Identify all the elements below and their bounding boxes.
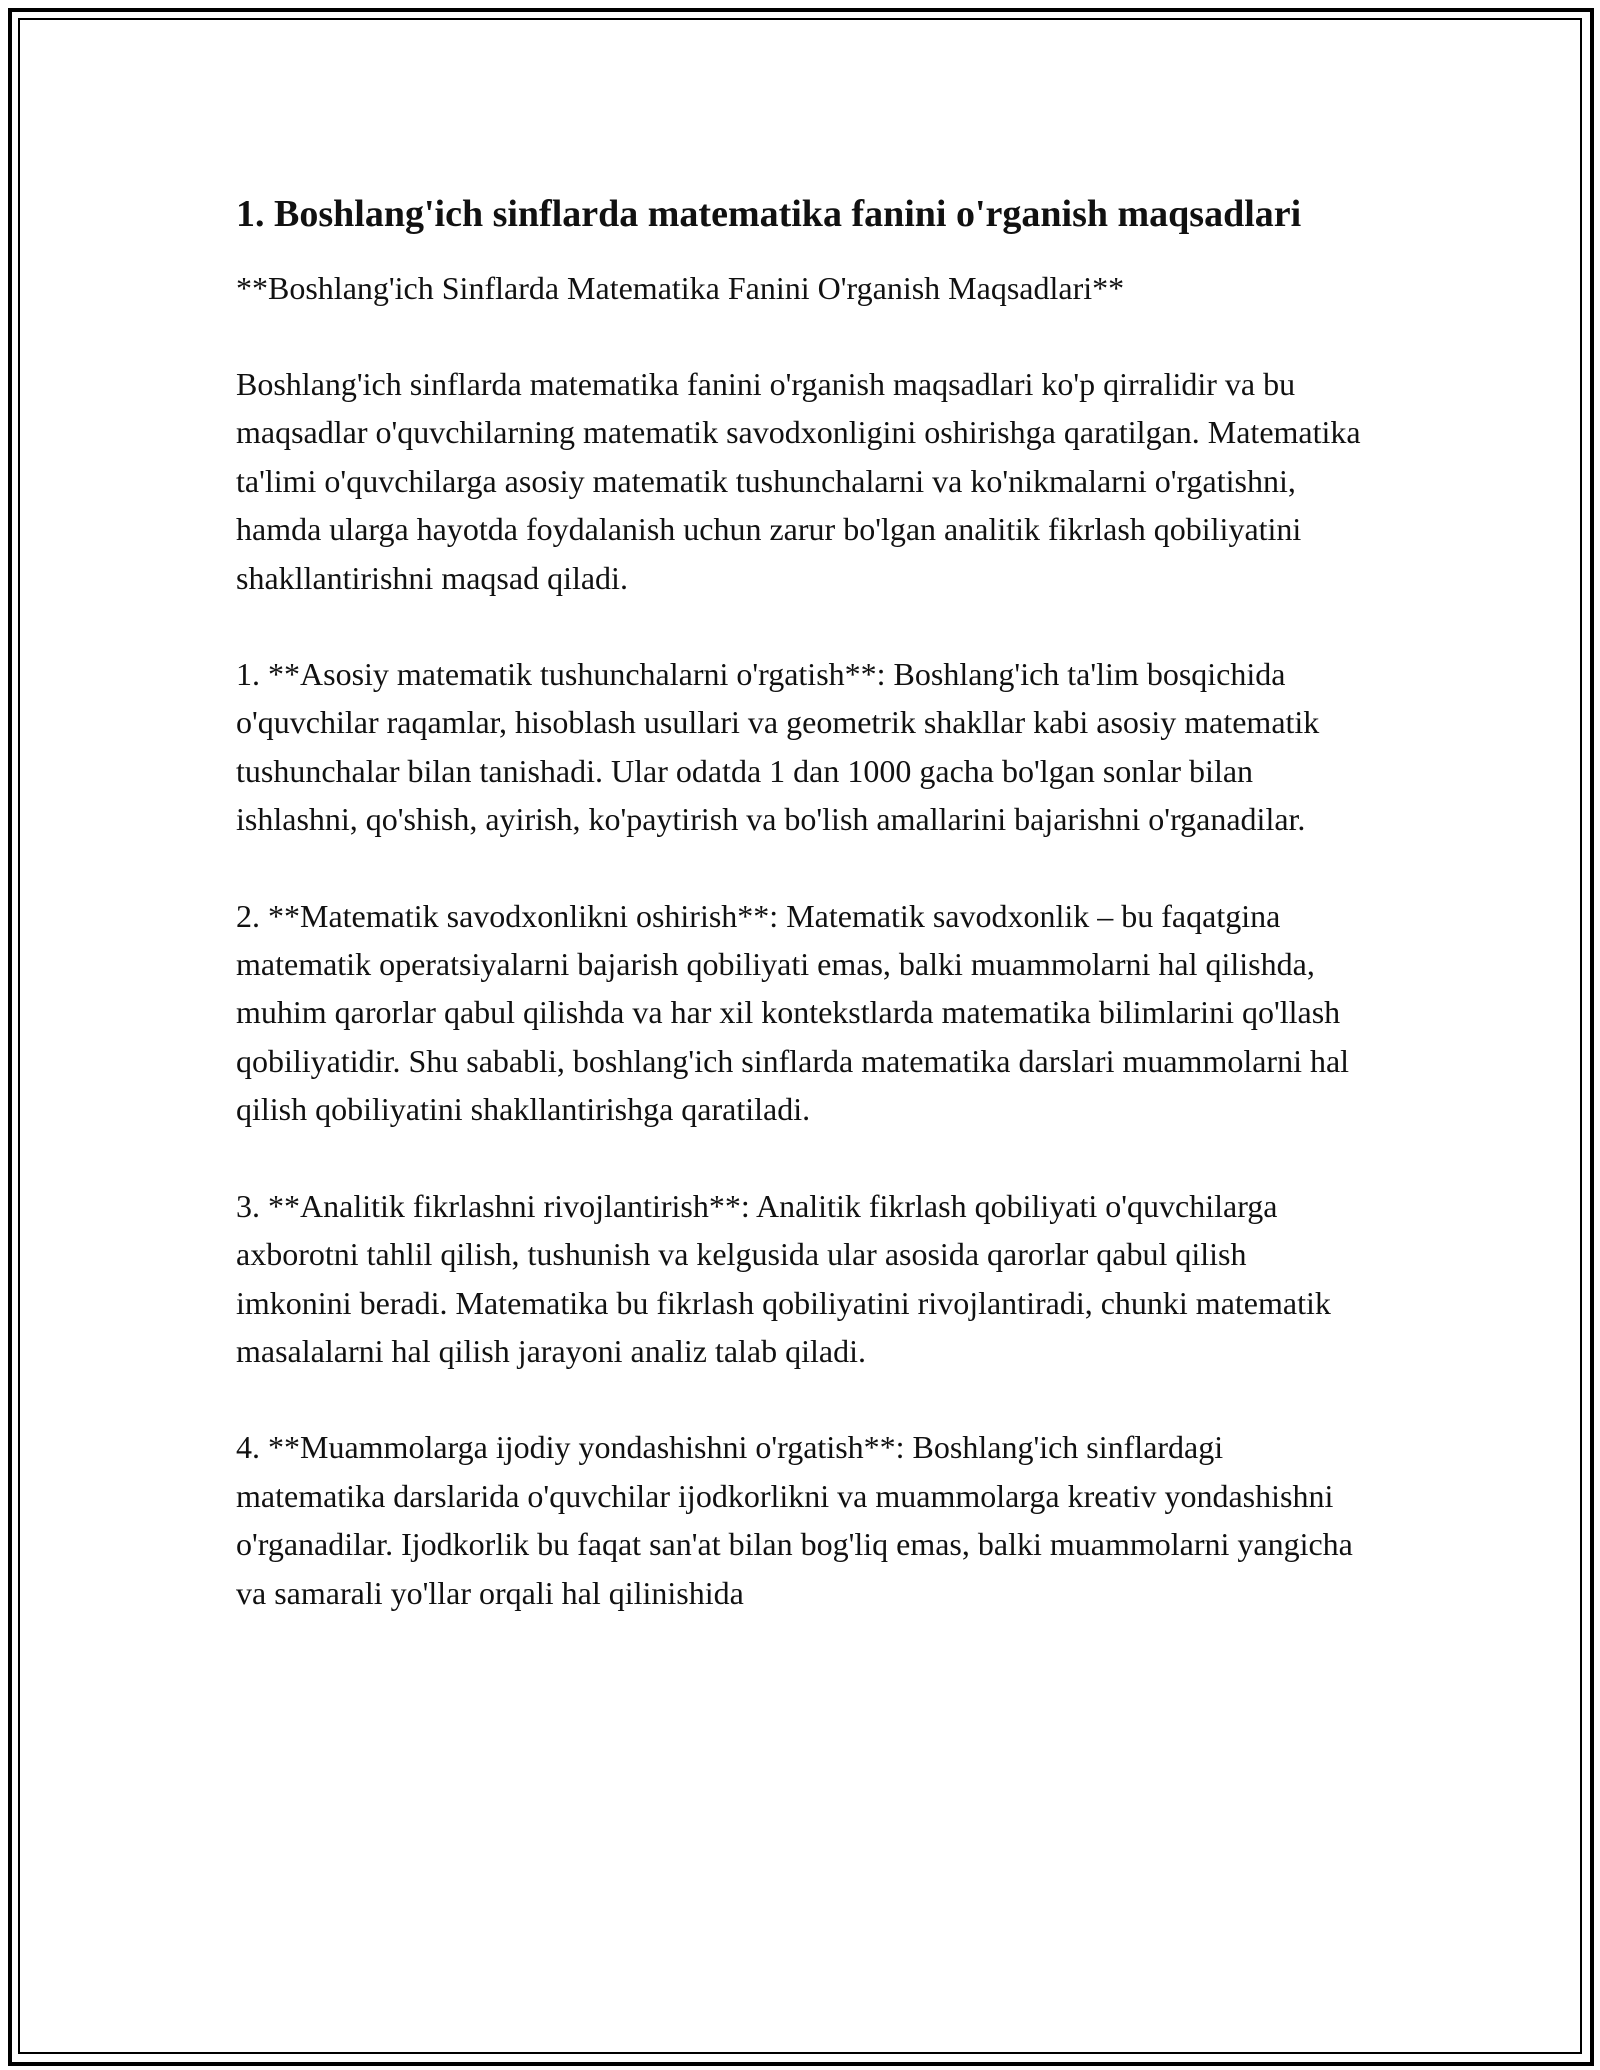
document-title: 1. Boshlang'ich sinflarda matematika fanini o'rganish maqsadlari bbox=[236, 193, 1302, 235]
document-subtitle: **Boshlang'ich Sinflarda Matematika Fanini O'rganish Maqsadlari** bbox=[236, 270, 1125, 306]
intro-paragraph: Boshlang'ich sinflarda matematika fanini o'rganish maqsadlari ko'p qirralidir va bu maqsadlar o'quvchilarning matematik savodxonligini oshirishga qaratilgan. Matematika ta'limi o'quvchilarga asosiy matematik tushunchalarni va ko'nikmalarni o'rgatishni, hamda ularga hayotda foydalanish uchun zarur bo'lgan analitik fikrlash qobiliyatini shakllantirishni maqsad qiladi. bbox=[236, 366, 1361, 596]
goal-paragraph-1: 1. **Asosiy matematik tushunchalarni o'rgatish**: Boshlang'ich ta'lim bosqichida o'quvchilar raqamlar, hisoblash usullari va geometrik shakllar kabi asosiy matematik tushunchalar bilan tanishadi. Ular odatda 1 dan 1000 gacha bo'lgan sonlar bilan ishlashni, qo'shish, ayirish, ko'paytirish va bo'lish amallarini bajarishni o'rganadilar. bbox=[236, 656, 1320, 838]
document-body bbox=[236, 187, 1366, 1665]
goal-paragraph-4: 4. **Muammolarga ijodiy yondashishni o'rgatish**: Boshlang'ich sinflardagi matematika darslarida o'quvchilar ijodkorlikni va muammolarga kreativ yondashishni o'rganadilar. Ijodkorlik bu faqat san'at bilan bog'liq emas, balki muammolarni yangicha va samarali yo'llar orqali hal qilinishida bbox=[236, 1429, 1353, 1611]
goal-paragraph-3: 3. **Analitik fikrlashni rivojlantirish**: Analitik fikrlash qobiliyati o'quvchilarga axborotni tahlil qilish, tushunish va kelgusida ular asosida qarorlar qabul qilish imkonini beradi. Matematika bu fikrlash qobiliyatini rivojlantiradi, chunki matematik masalalarni hal qilish jarayoni analiz talab qiladi. bbox=[236, 1187, 1331, 1369]
goal-paragraph-2: 2. **Matematik savodxonlikni oshirish**: Matematik savodxonlik – bu faqatgina matematik operatsiyalarni bajarish qobiliyati emas, balki muammolarni hal qilishda, muhim qarorlar qabul qilishda va har xil kontekstlarda matematika bilimlarini qo'llash qobiliyatidir. Shu sababli, boshlang'ich sinflarda matematika darslari muammolarni hal qilish qobiliyatini shakllantirishga qaratiladi. bbox=[236, 897, 1350, 1128]
